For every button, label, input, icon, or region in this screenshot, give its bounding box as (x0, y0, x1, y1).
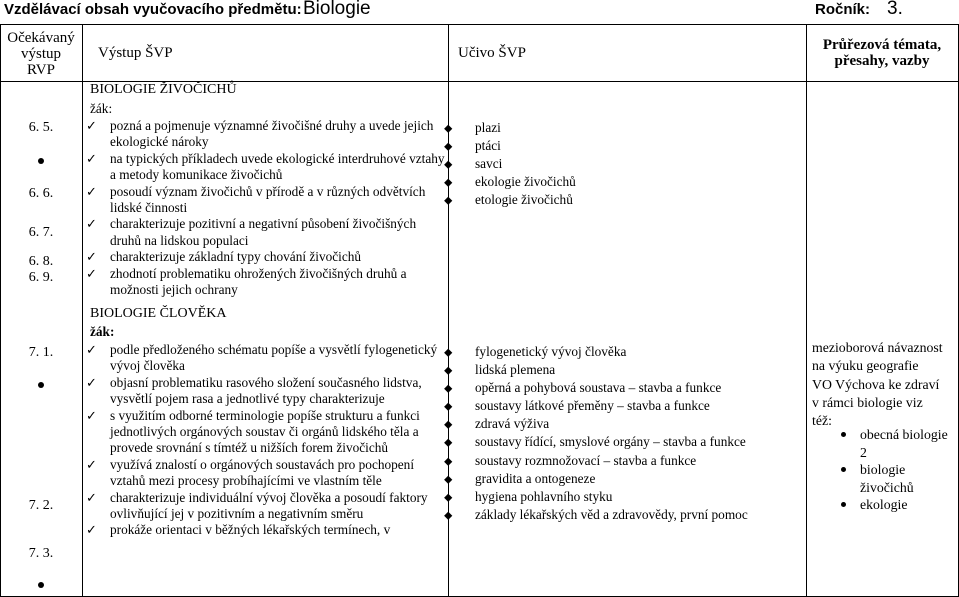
list-item (832, 461, 958, 496)
curriculum-text: gravidita a ontogeneze (475, 470, 596, 486)
cross-text-line: mezioborová návaznost (812, 340, 943, 355)
header-expected-output (0, 30, 82, 78)
list-item (444, 452, 748, 470)
check-icon: ✓ (86, 407, 97, 423)
check-icon: ✓ (86, 183, 97, 199)
list-item (444, 488, 748, 506)
cross-topics-text (812, 339, 957, 430)
check-icon: ✓ (86, 216, 97, 232)
diamond-bullet-icon: ⬥ (444, 381, 453, 396)
list-item (86, 151, 446, 184)
curriculum-text: soustavy rozmnožovací – stavba a funkce (475, 452, 697, 468)
list-item (444, 470, 748, 488)
list-item (444, 415, 748, 433)
cross-topics-list (832, 426, 958, 514)
code-7-2: 7. 2. (28, 498, 54, 513)
list-item (444, 433, 748, 451)
col3-divider (806, 24, 807, 597)
code-7-3: 7. 3. (28, 546, 54, 561)
header-col1-line3: RVP (27, 62, 55, 78)
check-icon: ✓ (86, 456, 97, 472)
cross-item-text: ekologie (860, 497, 908, 513)
diamond-bullet-icon: ⬥ (444, 193, 453, 208)
curriculum-text: zdravá výživa (475, 416, 550, 432)
bullet-dot (841, 432, 846, 437)
check-icon: ✓ (86, 265, 97, 281)
header-svp-output: Výstup ŠVP (98, 45, 173, 61)
list-item (86, 249, 446, 265)
animals-curriculum-list (444, 119, 576, 209)
code-6-5: 6. 5. (28, 120, 54, 135)
bullet-dot (841, 467, 846, 472)
list-item (86, 375, 446, 408)
curriculum-text: plazi (475, 120, 501, 135)
grade-label: Ročník: (815, 1, 871, 18)
diamond-bullet-icon: ⬥ (444, 139, 453, 154)
outcome-text: zhodnotí problematiku ohrožených živočišných druhů a možnosti jejich ochrany (110, 265, 407, 298)
zak-label: žák: (90, 101, 113, 116)
header-cross-topics (806, 37, 958, 69)
curriculum-text: soustavy látkové přeměny – stavba a funkce (475, 398, 710, 414)
grade-value: 3. (887, 0, 903, 19)
curriculum-text: ptáci (475, 138, 501, 154)
header-col4-line2: přesahy, vazby (834, 53, 930, 69)
outcome-text: pozná a pojmenuje významné živočišné druhy a uvede jejich ekologické nároky (110, 118, 434, 150)
cross-text-line: v rámci biologie viz (812, 394, 923, 410)
bullet-dot (841, 502, 846, 507)
list-item (86, 216, 446, 249)
code-6-6: 6. 6. (28, 186, 54, 201)
diamond-bullet-icon: ⬥ (444, 363, 453, 378)
outcome-text: charakterizuje individuální vývoj člověka a posoudí faktory ovlivňující jej v pozitivním a negativním směru (110, 489, 428, 522)
diamond-bullet-icon: ⬥ (444, 175, 453, 190)
human-outcomes-list (86, 342, 446, 539)
curriculum-text: etologie živočichů (475, 192, 573, 208)
header-svp-curriculum: Učivo ŠVP (458, 45, 526, 61)
bullet-dot (38, 158, 44, 164)
header-col4-line1: Průřezová témata, (822, 37, 942, 53)
animals-outcomes-list (86, 118, 446, 298)
check-icon: ✓ (86, 522, 97, 538)
list-item (444, 343, 748, 361)
diamond-bullet-icon: ⬥ (444, 435, 453, 450)
curriculum-text: ekologie živočichů (475, 174, 576, 190)
diamond-bullet-icon: ⬥ (444, 157, 453, 172)
list-item (444, 361, 748, 379)
list-item (444, 137, 576, 155)
header-col1-line1: Očekávaný (7, 30, 75, 46)
list-item (444, 173, 576, 191)
list-item (86, 184, 446, 217)
list-item (86, 408, 446, 457)
code-6-7: 6. 7. (28, 225, 54, 240)
check-icon: ✓ (86, 489, 97, 505)
col1-divider (82, 24, 83, 597)
diamond-bullet-icon: ⬥ (444, 489, 453, 504)
curriculum-text: lidská plemena (475, 362, 556, 378)
list-item (444, 379, 748, 397)
curriculum-text: savci (475, 156, 503, 172)
check-icon: ✓ (86, 249, 97, 265)
diamond-bullet-icon: ⬥ (444, 121, 453, 135)
code-6-8: 6. 8. (28, 254, 54, 269)
document-label: Vzdělávací obsah vyučovacího předmětu: (4, 1, 302, 18)
outcome-text: objasní problematiku rasového složení současného lidstva, vysvětlí pojem rasa a jednotlivé typy charakterizuje (110, 374, 422, 407)
list-item (86, 490, 446, 523)
outcome-text: využívá znalostí o orgánových soustavách pro pochopení vztahů mezi procesy probíhajícími ve vlastním těle (110, 456, 415, 489)
header-col1-line2: výstup (20, 46, 61, 62)
check-icon: ✓ (86, 118, 97, 133)
list-item (444, 119, 576, 137)
diamond-bullet-icon: ⬥ (444, 471, 453, 486)
human-curriculum-list (444, 343, 748, 524)
curriculum-text: soustavy řídící, smyslové orgány – stavba a funkce (475, 434, 746, 450)
curriculum-text: základy lékařských věd a zdravovědy, první pomoc (475, 506, 748, 522)
outcome-text: posoudí význam živočichů v přírodě a v různých odvětvích lidské činnosti (110, 183, 426, 216)
list-item (832, 496, 958, 514)
curriculum-text: opěrná a pohybová soustava – stavba a funkce (475, 380, 722, 396)
section-heading-animals: BIOLOGIE ŽIVOČICHŮ (90, 82, 237, 97)
cross-text-line: VO Výchova ke zdraví (812, 376, 940, 392)
outcome-text: prokáže orientaci v běžných lékařských termínech, v (110, 522, 391, 538)
outcome-text: charakterizuje základní typy chování živočichů (110, 249, 362, 265)
outcome-text: s využitím odborné terminologie popíše strukturu a funkci jednotlivých orgánových soustav či orgánů lidského těla a provede srovnání s tímtéž u nižších forem živočichů (110, 407, 420, 456)
list-item (86, 266, 446, 299)
bullet-dot (38, 582, 44, 588)
diamond-bullet-icon: ⬥ (444, 417, 453, 432)
cross-text-line: též: (812, 413, 832, 429)
section-heading-human: BIOLOGIE ČLOVĚKA (90, 306, 227, 321)
cross-item-text: obecná biologie (860, 427, 948, 442)
cross-item-text: živočichů (860, 479, 914, 495)
outcome-text: podle předloženého schématu popíše a vysvětlí fylogenetický vývoj člověka (110, 342, 438, 374)
zak-label: žák: (90, 324, 115, 339)
cross-item-text: biologie (860, 462, 906, 478)
outcome-text: charakterizuje pozitivní a negativní působení živočišných druhů na lidskou populaci (110, 216, 417, 248)
cross-item-text: 2 (860, 444, 867, 460)
outcome-text: na typických příkladech uvede ekologické interdruhové vztahy a metody komunikace živočichů (110, 150, 445, 183)
code-6-9: 6. 9. (28, 270, 54, 285)
list-item (86, 118, 446, 151)
check-icon: ✓ (86, 342, 97, 357)
code-7-1: 7. 1. (28, 345, 54, 360)
table-top-border (0, 24, 959, 25)
subject-name: Biologie (303, 0, 371, 19)
list-item (86, 522, 446, 538)
list-item (444, 191, 576, 209)
diamond-bullet-icon: ⬥ (444, 507, 453, 522)
list-item (86, 457, 446, 490)
list-item (832, 426, 958, 461)
diamond-bullet-icon: ⬥ (444, 399, 453, 414)
diamond-bullet-icon: ⬥ (444, 453, 453, 468)
cross-text-line: na výuku geografie (812, 358, 919, 374)
list-item (444, 155, 576, 173)
curriculum-text: fylogenetický vývoj člověka (475, 344, 627, 359)
check-icon: ✓ (86, 374, 97, 390)
diamond-bullet-icon: ⬥ (444, 345, 453, 359)
bullet-dot (38, 382, 44, 388)
check-icon: ✓ (86, 150, 97, 166)
list-item (444, 397, 748, 415)
list-item (86, 342, 446, 375)
list-item (444, 506, 748, 524)
curriculum-text: hygiena pohlavního styku (475, 488, 613, 504)
